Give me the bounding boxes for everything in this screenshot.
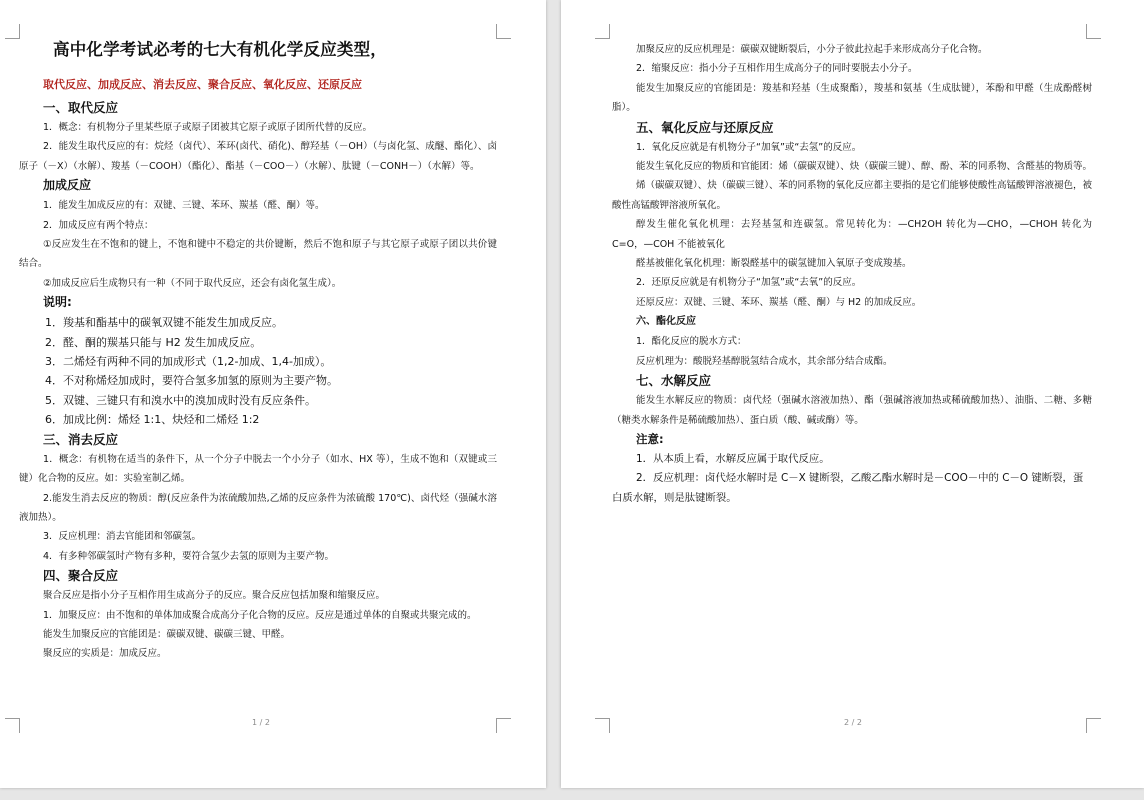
section-heading-elimination: 三、消去反应 <box>43 431 119 447</box>
paragraph: 醛基被催化氧化机理：断裂醛基中的碳氢键加入氧原子变成羧基。 <box>636 258 912 270</box>
page-1-content <box>19 36 497 664</box>
note-item: 6．加成比例：烯烃 1:1、炔烃和二烯烃 1:2 <box>45 413 260 427</box>
section-heading-redox: 五、氧化反应与还原反应 <box>636 119 774 135</box>
page-number: 1 / 2 <box>252 718 270 727</box>
margin-corner-mark <box>595 24 610 39</box>
paragraph: 1．概念：有机物在适当的条件下，从一个分子中脱去一个小分子（如水、HX 等），生成不饱和（双键或三键）化合物的反应。如：实验室制乙烯。 <box>19 453 497 485</box>
page-2-content <box>612 40 1092 508</box>
paragraph: ①反应发生在不饱和的键上，不饱和键中不稳定的共价键断，然后不饱和原子与其它原子或原子团以共价键结合。 <box>19 239 497 270</box>
note-item: 1．羧基和酯基中的碳氧双键不能发生加成反应。 <box>45 316 283 330</box>
paragraph: 1．酯化反应的脱水方式： <box>636 336 747 348</box>
page-number: 2 / 2 <box>844 718 862 727</box>
section-heading-esterification: 六、酯化反应 <box>636 316 696 328</box>
paragraph: 2.能发生消去反应的物质：醇(反应条件为浓硫酸加热,乙烯的反应条件为浓硫酸 170℃)、卤代烃（强碱水溶液加热）。 <box>19 492 497 523</box>
note-item: 1．从本质上看，水解反应属于取代反应。 <box>636 452 830 465</box>
section-heading-substitution: 一、取代反应 <box>43 100 119 115</box>
margin-corner-mark <box>5 718 20 733</box>
document-page-2 <box>561 0 1144 788</box>
note-item: 5．双键、三键只有和溴水中的溴加成时没有反应条件。 <box>45 393 316 407</box>
paragraph: 4．有多种邻碳氢时产物有多种，要符合氢少去氢的原则为主要产物。 <box>43 550 335 562</box>
paragraph: 1．氧化反应就是有机物分子“加氧”或“去氢”的反应。 <box>636 141 862 153</box>
paragraph: 3．反应机理：消去官能团和邻碳氢。 <box>43 531 202 543</box>
note-heading: 说明: <box>43 295 72 310</box>
document-subtitle: 取代反应、加成反应、消去反应、聚合反应、氧化反应、还原反应 <box>43 78 362 91</box>
paragraph: 2．能发生取代反应的有：烷烃（卤代）、苯环(卤代、硝化)、醇羟基（－OH）（与卤化氢、成醚、酯化）、卤原子（－X）（水解）、羧基（－COOH）（酯化）、酯基（－COO－）（水解）、肽键（－CONH－）（水解）等。 <box>19 141 497 172</box>
paragraph: 烯（碳碳双键）、炔（碳碳三键）、苯的同系物的氧化反应都主要指的是它们能够使酸性高锰酸钾溶液褪色，被酸性高锰酸钾溶液所氧化。 <box>612 180 1093 211</box>
paragraph: 能发生水解反应的物质：卤代烃（强碱水溶液加热）、酯（强碱溶液加热或稀硫酸加热）、油脂、二糖、多糖（糖类水解条件是稀硫酸加热）、蛋白质（酸、碱或酶）等。 <box>612 395 1092 426</box>
margin-corner-mark <box>1086 24 1101 39</box>
paragraph: 1．概念：有机物分子里某些原子或原子团被其它原子或原子团所代替的反应。 <box>43 122 373 133</box>
document-title: 高中化学考试必考的七大有机化学反应类型， <box>53 40 387 59</box>
note-item: 4．不对称烯烃加成时，要符合氢多加氢的原则为主要产物。 <box>45 374 338 388</box>
paragraph: 1．加聚反应：由不饱和的单体加成聚合成高分子化合物的反应。反应是通过单体的自聚或共聚完成的。 <box>43 609 477 621</box>
paragraph: 加聚反应的反应机理是：碳碳双键断裂后，小分子彼此拉起手来形成高分子化合物。 <box>636 44 988 55</box>
note-item: 2．醛、酮的羰基只能与 H2 发生加成反应。 <box>45 335 262 349</box>
margin-corner-mark <box>595 718 610 733</box>
document-page-1 <box>0 0 546 788</box>
margin-corner-mark <box>496 718 511 733</box>
margin-corner-mark <box>496 24 511 39</box>
paragraph: 能发生加聚反应的官能团是：羧基和羟基（生成聚酯），羧基和氨基（生成肽键），苯酚和甲醛（生成酚醛树脂）。 <box>612 82 1092 114</box>
paragraph: 反应机理为：酸脱羟基醇脱氢结合成水，其余部分结合成酯。 <box>636 355 893 367</box>
paragraph: 醇发生催化氧化机理：去羟基氢和连碳氢。常见转化为：—CH2OH 转化为—CHO，—CHOH 转化为 C=O，—COH 不能被氧化 <box>612 219 1092 250</box>
note-item: 3．二烯烃有两种不同的加成形式（1,2-加成、1,4-加成）。 <box>45 355 332 369</box>
paragraph: 2．还原反应就是有机物分子“加氢”或“去氧”的反应。 <box>636 277 862 289</box>
margin-corner-mark <box>1086 718 1101 733</box>
paragraph: 能发生氧化反应的物质和官能团：烯（碳碳双键）、炔（碳碳三键）、醇、酚、苯的同系物、含醛基的物质等。 <box>636 161 1093 173</box>
paragraph: 还原反应：双键、三键、苯环、羰基（醛、酮）与 H2 的加成反应。 <box>636 296 922 308</box>
section-heading-hydrolysis: 七、水解反应 <box>636 373 712 389</box>
paragraph: 2．加成反应有两个特点： <box>43 219 154 231</box>
paragraph: 2．缩聚反应：指小分子互相作用生成高分子的同时要脱去小分子。 <box>636 63 918 75</box>
paragraph: ②加成反应后生成物只有一种（不同于取代反应，还会有卤化氢生成）。 <box>43 277 342 289</box>
section-heading-addition: 加成反应 <box>43 178 92 193</box>
paragraph: 聚合反应是指小分子互相作用生成高分子的反应。聚合反应包括加聚和缩聚反应。 <box>43 590 386 602</box>
margin-corner-mark <box>5 24 20 39</box>
paragraph: 1．能发生加成反应的有：双键、三键、苯环、羰基（醛、酮）等。 <box>43 200 325 212</box>
paragraph: 能发生加聚反应的官能团是：碳碳双键、碳碳三键、甲醛。 <box>43 628 291 640</box>
section-heading-polymerization: 四、聚合反应 <box>43 568 119 584</box>
note-item: 2．反应机理：卤代烃水解时是 C－X 键断裂，乙酸乙酯水解时是－COO－中的 C－O 键断裂，蛋白质水解，则是肽键断裂。 <box>612 472 1084 504</box>
note-heading: 注意: <box>636 431 664 446</box>
paragraph: 聚反应的实质是：加成反应。 <box>43 648 167 660</box>
